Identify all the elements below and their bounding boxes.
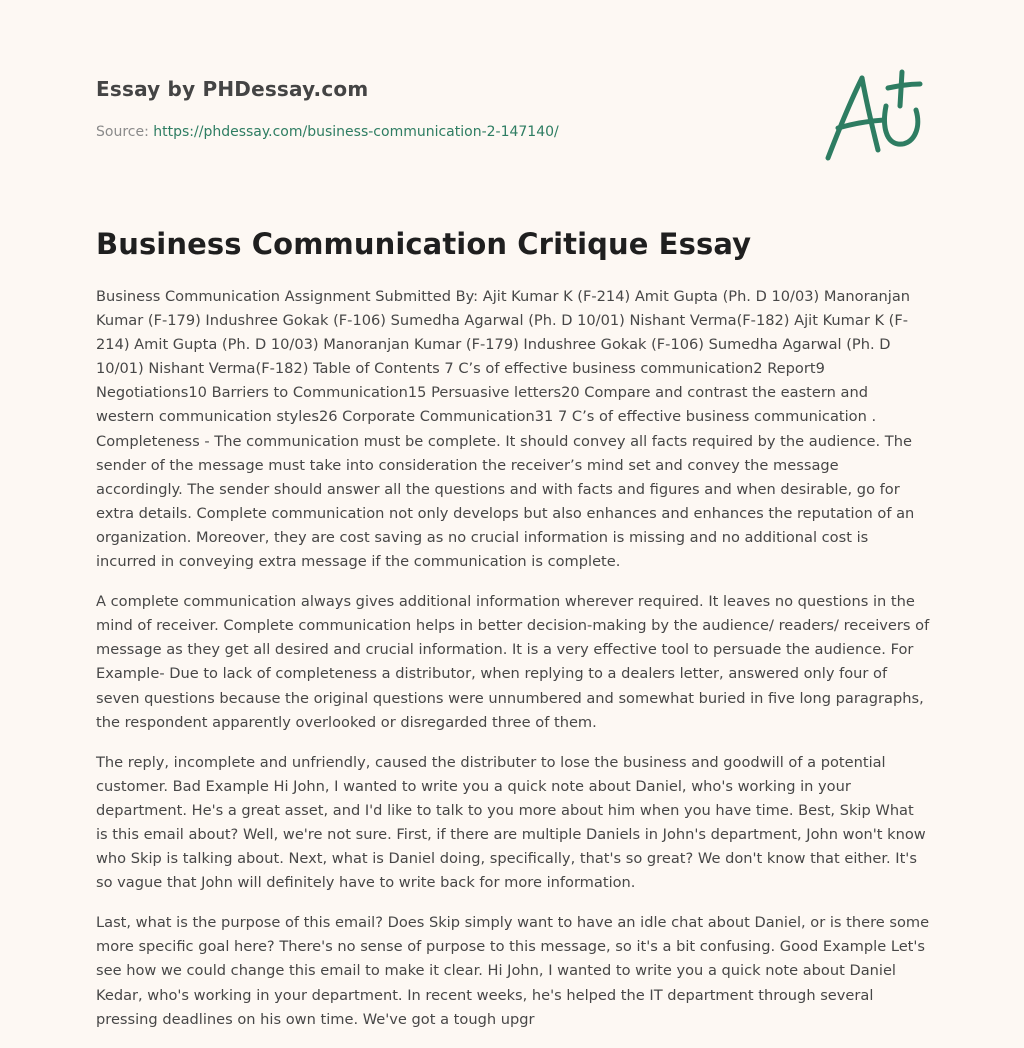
site-title: Essay by PHDessay.com — [96, 77, 369, 101]
essay-title: Business Communication Critique Essay — [96, 227, 752, 261]
essay-paragraph: The reply, incomplete and unfriendly, caused the distributer to lose the business and goodwill of a potential customer. Bad Example Hi John, I wanted to write you a quick note about Daniel, who's working in your department. He's a great asset, and I'd like to talk to you more about him when you have time. Best, Skip What is this email about? Well, we're not sure. First, if there are multiple Daniels in John's department, John won't know who Skip is talking about. Next, what is Daniel doing, specifically, that's so great? We don't know that either. It's so vague that John will definitely have to write back for more information. — [96, 753, 926, 892]
essay-paragraph: Business Communication Assignment Submitted By: Ajit Kumar K (F-214) Amit Gupta (Ph. D 10/03) Manoranjan Kumar (F-179) Indushree Gokak (F-106) Sumedha Agarwal (Ph. D 10/01) Nishant Verma(F-182) Ajit Kumar K (F-214) Amit Gupta (Ph. D 10/03) Manoranjan Kumar (F-179) Indushree Gokak (F-106) Sumedha Agarwal (Ph. D 10/01) Nishant Verma(F-182) Table of Contents 7 C’s of effective business communication2 Report9 Negotiations10 Barriers to Communication15 Persuasive letters20 Compare and contrast the eastern and western communication styles26 Corporate Communication31 7 C’s of effective business communication . Completeness - The communication must be complete. It should convey all facts required by the audience. The sender of the message must take into consideration the receiver’s mind set and convey the message accordingly. The sender should answer all the questions and with facts and figures and when desirable, go for extra details. Complete communication not only develops but also enhances and enhances the reputation of an organization. Moreover, they are cost saving as no crucial information is missing and no additional cost is incurred in conveying extra message if the communication is complete. — [96, 288, 915, 571]
source-label: Source: — [96, 124, 149, 140]
source-line — [96, 124, 559, 140]
essay-paragraph: A complete communication always gives additional information wherever required. It leaves no questions in the mind of receiver. Complete communication helps in better decision-making by the audience/ readers/ receivers of message as they get all desired and crucial information. It is a very effective tool to persuade the audience. For Example- Due to lack of completeness a distributor, when replying to a dealers letter, answered only four of seven questions because the original questions were unnumbered and somewhat buried in five long paragraphs, the respondent apparently overlooked or disregarded three of them. — [96, 593, 930, 731]
essay-paragraph: Last, what is the purpose of this email? Does Skip simply want to have an idle chat about Daniel, or is there some more specific goal here? There's no sense of purpose to this message, so it's a bit confusing. Good Example Let's see how we could change this email to make it clear. Hi John, I wanted to write you a quick note about Daniel Kedar, who's working in your department. In recent weeks, he's helped the IT department through several pressing deadlines on his own time. We've got a tough upgr — [96, 914, 930, 1028]
essay-body — [96, 285, 930, 1048]
source-link[interactable]: https://phdessay.com/business-communication-2-147140/ — [153, 124, 559, 140]
a-plus-logo-icon — [820, 66, 930, 166]
